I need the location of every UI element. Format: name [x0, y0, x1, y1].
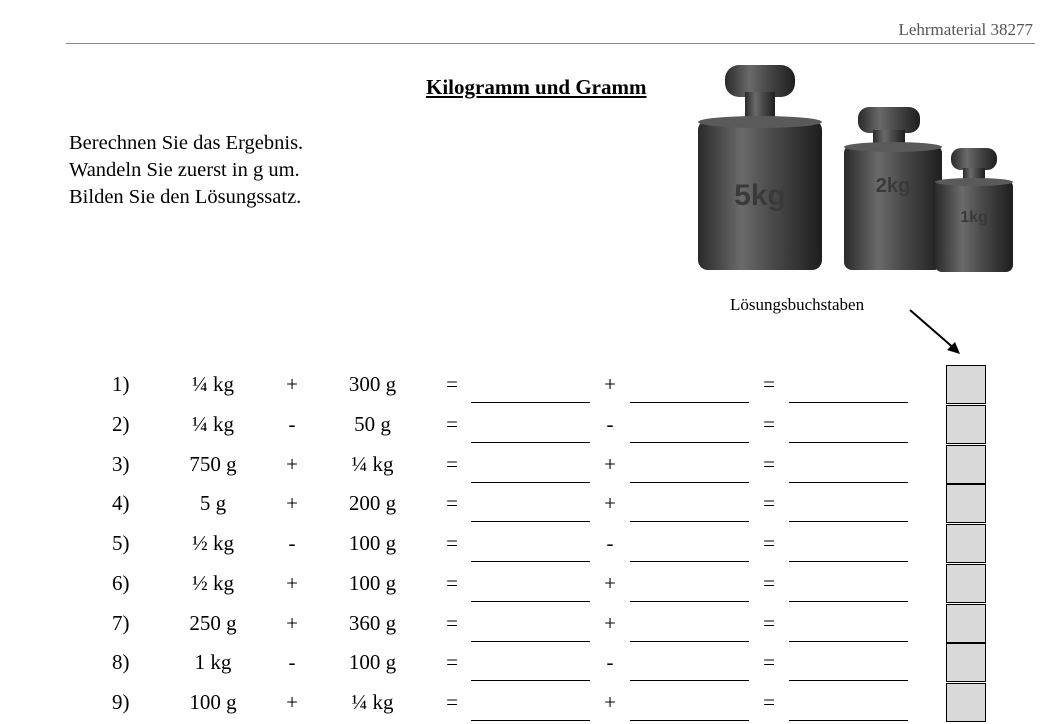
solution-letter-box[interactable] [946, 643, 986, 682]
instruction-line: Bilden Sie den Lösungssatz. [69, 186, 302, 208]
equals-sign: = [446, 451, 458, 476]
operator-repeat: + [604, 491, 616, 516]
operator-repeat: + [604, 451, 616, 476]
result-blank[interactable] [789, 720, 908, 721]
operator-repeat: - [606, 650, 614, 675]
second-quantity: 360 g [348, 610, 397, 635]
converted-second-blank[interactable] [630, 720, 749, 721]
equals-sign: = [446, 570, 458, 595]
operator: + [286, 690, 298, 714]
equals-sign: = [763, 411, 775, 436]
operator-repeat: + [604, 610, 616, 635]
second-quantity: ¼ kg [351, 451, 394, 476]
converted-first-blank[interactable] [471, 561, 590, 562]
arrow-down-right-icon [900, 300, 970, 360]
svg-text:2kg: 2kg [875, 175, 911, 197]
equals-sign: = [763, 451, 775, 476]
result-blank[interactable] [789, 482, 908, 483]
worksheet-title: Kilogramm und Gramm [426, 75, 647, 99]
result-blank[interactable] [789, 601, 908, 602]
equals-sign: = [763, 610, 775, 635]
weight-1kg [935, 148, 1013, 272]
first-quantity: 1 kg [194, 650, 232, 675]
first-quantity: ¼ kg [192, 411, 234, 436]
operator: - [288, 411, 296, 436]
converted-first-blank[interactable] [471, 482, 590, 483]
first-quantity: 750 g [189, 451, 237, 476]
operator: + [286, 451, 298, 476]
operator: + [286, 610, 298, 635]
result-blank[interactable] [789, 641, 908, 642]
second-quantity: 200 g [348, 491, 397, 516]
first-quantity: ¼ kg [192, 372, 234, 396]
equals-sign: = [446, 610, 458, 635]
result-blank[interactable] [789, 442, 908, 443]
weight-2kg [844, 107, 942, 270]
operator-repeat: + [604, 690, 616, 714]
exercise-row [0, 525, 1043, 565]
exercise-number: 2) [112, 411, 130, 436]
equals-sign: = [763, 650, 775, 675]
exercise-row [0, 406, 1043, 446]
operator: - [288, 531, 296, 555]
exercise-number: 4) [112, 491, 130, 516]
result-blank[interactable] [789, 680, 908, 681]
exercise-number: 9) [112, 690, 130, 714]
converted-first-blank[interactable] [471, 641, 590, 642]
exercise-number: 1) [112, 372, 130, 396]
instruction-line: Berechnen Sie das Ergebnis. [69, 132, 304, 154]
weight-5kg [698, 65, 822, 270]
solution-letter-box[interactable] [946, 564, 986, 603]
converted-second-blank[interactable] [630, 641, 749, 642]
solution-letter-box[interactable] [946, 604, 986, 643]
equals-sign: = [446, 650, 458, 675]
operator-repeat: - [606, 531, 614, 555]
instruction-line: Wandeln Sie zuerst in g um. [69, 159, 300, 181]
operator: + [286, 570, 298, 595]
result-blank[interactable] [789, 561, 908, 562]
converted-first-blank[interactable] [471, 720, 590, 721]
first-quantity: ½ kg [192, 531, 234, 555]
converted-second-blank[interactable] [630, 521, 749, 522]
solution-letter-box[interactable] [946, 524, 986, 563]
converted-second-blank[interactable] [630, 442, 749, 443]
solution-letter-box[interactable] [946, 405, 986, 444]
equals-sign: = [763, 531, 775, 555]
second-quantity: 300 g [348, 372, 397, 396]
exercise-number: 6) [112, 570, 130, 595]
converted-first-blank[interactable] [471, 601, 590, 602]
equals-sign: = [446, 372, 458, 396]
exercise-number: 5) [112, 531, 130, 555]
exercise-row [0, 446, 1043, 486]
equals-sign: = [446, 531, 458, 555]
solution-letter-box[interactable] [946, 445, 986, 484]
equals-sign: = [446, 690, 458, 714]
converted-first-blank[interactable] [471, 680, 590, 681]
equals-sign: = [763, 491, 775, 516]
operator-repeat: - [606, 411, 614, 436]
exercise-number: 7) [112, 610, 130, 635]
exercise-number: 3) [112, 451, 130, 476]
operator-repeat: + [604, 372, 616, 396]
converted-second-blank[interactable] [630, 402, 749, 403]
converted-first-blank[interactable] [471, 521, 590, 522]
solution-letter-box[interactable] [946, 365, 986, 404]
first-quantity: ½ kg [192, 570, 234, 595]
solution-letter-box[interactable] [946, 484, 986, 523]
exercise-row [0, 565, 1043, 605]
converted-second-blank[interactable] [630, 601, 749, 602]
second-quantity: 100 g [348, 570, 397, 595]
header-divider [66, 43, 1035, 44]
instructions [69, 130, 303, 211]
operator: + [286, 372, 298, 396]
second-quantity: ¼ kg [351, 690, 394, 714]
first-quantity: 100 g [189, 690, 237, 714]
converted-first-blank[interactable] [471, 402, 590, 403]
equals-sign: = [446, 411, 458, 436]
exercise-number: 8) [112, 650, 130, 675]
exercise-row [0, 485, 1043, 525]
iron-weights-illustration [690, 60, 1020, 280]
operator: - [288, 650, 296, 675]
svg-text:1kg: 1kg [960, 209, 988, 226]
equals-sign: = [446, 491, 458, 516]
page-reference: Lehrmaterial 38277 [898, 20, 1033, 39]
second-quantity: 100 g [348, 650, 397, 675]
converted-second-blank[interactable] [630, 482, 749, 483]
solution-letters-label: Lösungsbuchstaben [730, 295, 865, 314]
exercise-row [0, 684, 1043, 724]
second-quantity: 100 g [348, 531, 397, 555]
first-quantity: 250 g [189, 610, 237, 635]
operator: + [286, 491, 298, 516]
operator-repeat: + [604, 570, 616, 595]
result-blank[interactable] [789, 521, 908, 522]
equals-sign: = [763, 690, 775, 714]
svg-text:5kg: 5kg [734, 179, 786, 212]
equals-sign: = [763, 570, 775, 595]
exercise-row [0, 366, 1043, 406]
converted-second-blank[interactable] [630, 680, 749, 681]
solution-letter-box[interactable] [946, 683, 986, 722]
second-quantity: 50 g [354, 411, 391, 436]
first-quantity: 5 g [199, 491, 227, 516]
exercise-row [0, 605, 1043, 645]
equals-sign: = [763, 372, 775, 396]
converted-second-blank[interactable] [630, 561, 749, 562]
result-blank[interactable] [789, 402, 908, 403]
exercise-row [0, 644, 1043, 684]
converted-first-blank[interactable] [471, 442, 590, 443]
